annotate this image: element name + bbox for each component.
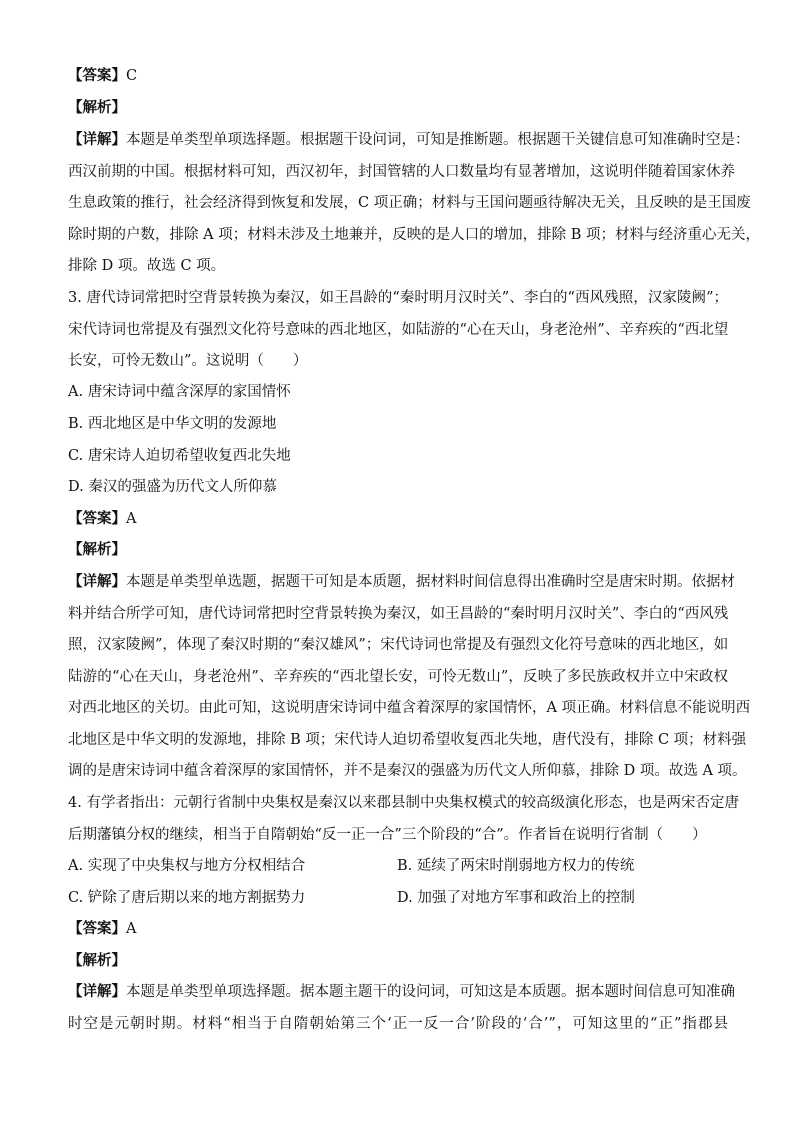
q3-detail-line: 调的是唐宋诗词中蕴含着深厚的家国情怀，并不是秦汉的强盛为历代文人所仰慕，排除 D 项。故选 A 项。 bbox=[68, 763, 747, 779]
q3-option-a: A. 唐宋诗词中蕴含深厚的家国情怀 bbox=[68, 384, 291, 400]
q4-stem-line: 后期藩镇分权的继续，相当于自隋朝始“反一正一合”三个阶段的“合”。作者旨在说明行省制（ ） bbox=[68, 827, 707, 843]
analysis-label: 【解析】 bbox=[68, 541, 126, 558]
detail-text: 本题是单类型单项选择题。据本题主题干的设问词，可知这是本质题。据本题时间信息可知准确 bbox=[126, 984, 735, 1000]
q4-option-c: C. 铲除了唐后期以来的地方割据势力 bbox=[68, 890, 306, 906]
q4-option-a: A. 实现了中央集权与地方分权相结合 bbox=[68, 858, 306, 874]
q3-detail-line: 陆游的“心在天山，身老沧州”、辛弃疾的“西北望长安，可怜无数山”，反映了多民族政权并立中宋政权 bbox=[68, 669, 728, 685]
q3-stem-line: 3. 唐代诗词常把时空背景转换为秦汉，如王昌龄的“秦时明月汉时关”、李白的“西风残照，汉家陵阙”； bbox=[68, 290, 728, 306]
q4-detail-line bbox=[68, 982, 735, 1002]
q3-stem-line: 宋代诗词也常提及有强烈文化符号意味的西北地区，如陆游的“心在天山，身老沧州”、辛弃疾的“西北望 bbox=[68, 322, 729, 338]
q3-option-c: C. 唐宋诗人迫切希望收复西北失地 bbox=[68, 448, 291, 464]
q3-detail-line bbox=[68, 572, 735, 592]
q3-analysis-tag bbox=[68, 540, 728, 560]
q4-answer bbox=[68, 919, 728, 939]
q3-detail-line: 料并结合所学可知，唐代诗词常把时空背景转换为秦汉，如王昌龄的“秦时明月汉时关”、李白的“西风残 bbox=[68, 606, 729, 622]
answer-tag: 【答案】 bbox=[68, 510, 126, 527]
q4-detail-line: 时空是元朝时期。材料“相当于自隋朝始第三个‘正一反一合’阶段的‘合’”，可知这里的“正”指郡县 bbox=[68, 1016, 728, 1032]
q2-detail-line: 西汉前期的中国。根据材料可知，西汉初年，封国管辖的人口数量均有显著增加，这说明伴随着国家休养 bbox=[68, 164, 735, 180]
q3-option-d: D. 秦汉的强盛为历代文人所仰慕 bbox=[68, 479, 277, 495]
q2-detail-line bbox=[68, 130, 750, 150]
detail-text: 本题是单类型单项选择题。根据题干设问词，可知是推断题。根据题干关键信息可知准确时空是： bbox=[126, 132, 750, 148]
q3-detail-line: 对西北地区的关切。由此可知，这说明唐宋诗词中蕴含着深厚的家国情怀，A 项正确。材料信息不能说明西 bbox=[68, 700, 751, 716]
q2-detail-line: 除时期的户数，排除 A 项；材料未涉及土地兼并，反映的是人口的增加，排除 B 项；材料与经济重心无关， bbox=[68, 227, 761, 243]
q2-detail-line: 生息政策的推行，社会经济得到恢复和发展，C 项正确；材料与王国问题亟待解决无关，且反映的是王国废 bbox=[68, 195, 751, 211]
detail-tag: 【详解】 bbox=[68, 983, 126, 1000]
analysis-label: 【解析】 bbox=[68, 99, 126, 116]
q3-stem-line: 长安，可怜无数山”。这说明（ ） bbox=[68, 353, 308, 369]
answer-value: A bbox=[126, 511, 137, 527]
q3-answer bbox=[68, 509, 728, 529]
q3-detail-line: 北地区是中华文明的发源地，排除 B 项；宋代诗人迫切希望收复西北失地，唐代没有，排除 C 项；材料强 bbox=[68, 732, 747, 748]
q4-stem-line: 4. 有学者指出：元朝行省制中央集权是秦汉以来郡县制中央集权模式的较高级演化形态，也是两宋否定唐 bbox=[68, 795, 739, 811]
analysis-label: 【解析】 bbox=[68, 952, 126, 969]
q4-analysis-tag bbox=[68, 951, 728, 971]
q2-detail-line: 排除 D 项。故选 C 项。 bbox=[68, 258, 226, 274]
q4-option-b: B. 延续了两宋时削弱地方权力的传统 bbox=[397, 858, 635, 874]
q2-analysis-tag bbox=[68, 98, 728, 118]
answer-value: C bbox=[126, 68, 138, 84]
detail-tag: 【详解】 bbox=[68, 573, 126, 590]
answer-value: A bbox=[126, 921, 137, 937]
answer-tag: 【答案】 bbox=[68, 67, 126, 84]
q4-option-d: D. 加强了对地方军事和政治上的控制 bbox=[397, 890, 635, 906]
answer-tag: 【答案】 bbox=[68, 920, 126, 937]
q3-option-b: B. 西北地区是中华文明的发源地 bbox=[68, 416, 277, 432]
q2-answer bbox=[68, 66, 728, 86]
q3-detail-line: 照，汉家陵阙”，体现了秦汉时期的“秦汉雄风”；宋代诗词也常提及有强烈文化符号意味的西北地区，如 bbox=[68, 637, 729, 653]
detail-tag: 【详解】 bbox=[68, 131, 126, 148]
detail-text: 本题是单类型单选题，据题干可知是本质题，据材料时间信息得出准确时空是唐宋时期。依据材 bbox=[126, 574, 735, 590]
